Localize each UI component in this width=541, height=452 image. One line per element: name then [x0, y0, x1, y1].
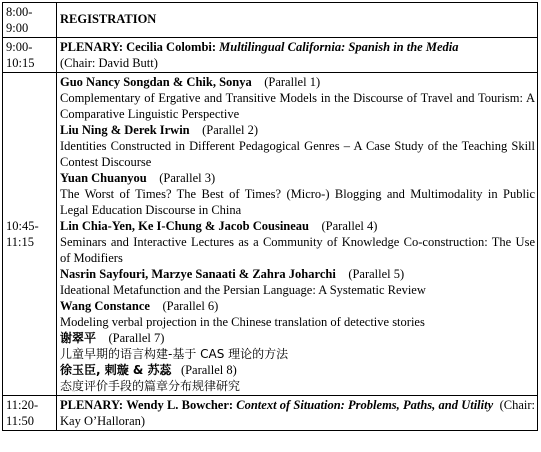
plenary-speaker: Cecilia Colombi:: [126, 40, 217, 54]
session-item: [60, 266, 535, 298]
session-authors: Lin Chia-Yen, Ke I-Chung & Jacob Cousineau: [60, 219, 310, 233]
session-authors: Wang Constance: [60, 299, 150, 313]
time-start: 10:45-: [6, 219, 39, 233]
session-authors: 谢翠平: [60, 331, 97, 345]
plenary-chair: (Chair: David Butt): [60, 56, 158, 70]
plenary-label: PLENARY:: [60, 398, 123, 412]
session-title: 儿童早期的语言构建-基于 CAS 理论的方法: [60, 347, 289, 361]
schedule-row-registration: [3, 3, 538, 38]
session-parallel: (Parallel 4): [321, 219, 378, 233]
time-end: 9:00: [6, 21, 29, 35]
time-cell: [3, 3, 57, 38]
schedule-table: [2, 2, 538, 431]
schedule-row-plenary-1: [3, 38, 538, 73]
session-item: [60, 74, 535, 122]
plenary-cell: [57, 396, 538, 431]
session-title: Modeling verbal projection in the Chinese translation of detective stories: [60, 315, 425, 329]
session-parallel: (Parallel 1): [264, 75, 321, 89]
session-item: [60, 330, 535, 362]
session-authors: Yuan Chuanyou: [60, 171, 147, 185]
session-item: [60, 362, 535, 394]
session-authors: 徐玉臣, 剌璇 & 苏蕊: [60, 363, 172, 377]
session-authors: Guo Nancy Songdan & Chik, Sonya: [60, 75, 252, 89]
plenary-label: PLENARY:: [60, 40, 123, 54]
time-start: 9:00-: [6, 40, 33, 54]
session-parallel: (Parallel 5): [348, 267, 405, 281]
plenary-cell: [57, 38, 538, 73]
session-authors: Nasrin Sayfouri, Marzye Sanaati & Zahra Joharchi: [60, 267, 336, 281]
session-title: 态度评价手段的篇章分布规律研究: [60, 379, 241, 393]
registration-title: REGISTRATION: [60, 12, 157, 26]
session-item: [60, 170, 535, 218]
session-parallel: (Parallel 7): [108, 331, 165, 345]
time-end: 11:15: [6, 235, 35, 249]
session-title: Seminars and Interactive Lectures as a Community of Knowledge Co-construction: The Use of Modifiers: [60, 235, 535, 265]
time-end: 10:15: [6, 56, 35, 70]
registration-cell: [57, 3, 538, 38]
session-title: Identities Constructed in Different Pedagogical Genres – A Case Study of the Teaching Skill Contest Discourse: [60, 139, 535, 169]
plenary-chair: (Chair: Kay O’Halloran): [60, 398, 536, 428]
time-cell: [3, 396, 57, 431]
plenary-speaker: Wendy L. Bowcher:: [126, 398, 234, 412]
session-item: [60, 298, 535, 330]
plenary-talk-title: Multilingual California: Spanish in the Media: [219, 40, 459, 54]
session-authors: Liu Ning & Derek Irwin: [60, 123, 190, 137]
schedule-row-plenary-2: [3, 396, 538, 431]
session-parallel: (Parallel 8): [180, 363, 237, 377]
plenary-talk-title: Context of Situation: Problems, Paths, and Utility: [236, 398, 494, 412]
time-start: 11:20-: [6, 398, 39, 412]
session-title: The Worst of Times? The Best of Times? (Micro-) Blogging and Multimodality in Public Legal Education Discourse in China: [60, 187, 535, 217]
time-start: 8:00-: [6, 5, 33, 19]
session-parallel: (Parallel 3): [159, 171, 216, 185]
session-title: Ideational Metafunction and the Persian Language: A Systematic Review: [60, 283, 426, 297]
session-title: Complementary of Ergative and Transitive Models in the Discourse of Travel and Tourism: A Comparative Linguistic Perspective: [60, 91, 535, 121]
session-parallel: (Parallel 6): [162, 299, 219, 313]
time-end: 11:50: [6, 414, 35, 428]
parallel-sessions-cell: [57, 73, 538, 396]
schedule-row-parallel: [3, 73, 538, 396]
session-item: [60, 122, 535, 170]
time-cell: [3, 38, 57, 73]
session-item: [60, 218, 535, 266]
session-parallel: (Parallel 2): [202, 123, 259, 137]
time-cell: [3, 73, 57, 396]
